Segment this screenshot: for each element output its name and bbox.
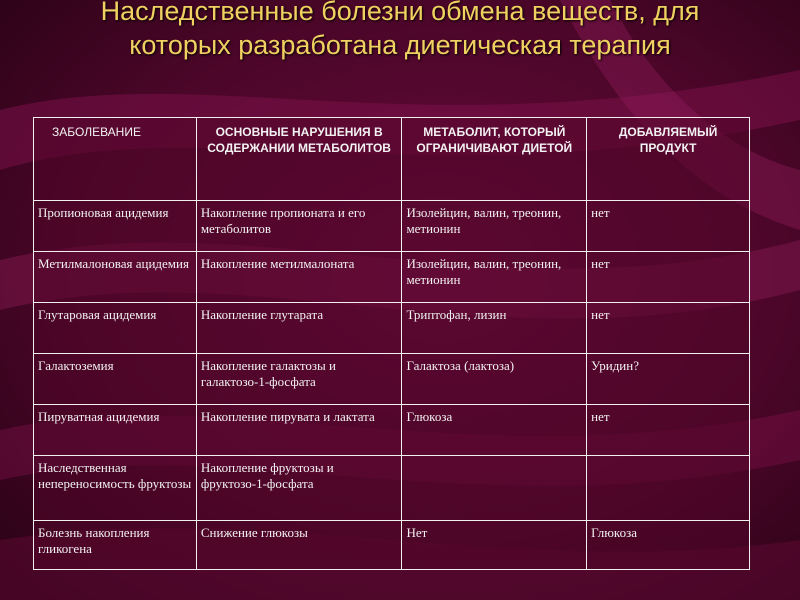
- cell-disease: Болезнь накопления гликогена: [34, 521, 197, 570]
- cell-product: Глюкоза: [587, 521, 750, 570]
- cell-metabolite: Триптофан, лизин: [402, 303, 587, 354]
- table-row: [34, 456, 750, 521]
- cell-product: нет: [587, 201, 750, 252]
- table-header-row: [34, 118, 750, 201]
- cell-disorder: Снижение глюкозы: [196, 521, 402, 570]
- cell-metabolite: [402, 456, 587, 521]
- header-added-product: ДОБАВЛЯЕМЫЙ ПРОДУКТ: [587, 118, 750, 201]
- cell-metabolite: Изолейцин, валин, треонин, метионин: [402, 252, 587, 303]
- table-row: [34, 303, 750, 354]
- cell-disease: Наследственная непереносимость фруктозы: [34, 456, 197, 521]
- cell-disease: Галактоземия: [34, 354, 197, 405]
- cell-disease: Пропионовая ацидемия: [34, 201, 197, 252]
- cell-disorder: Накопление пропионата и его метаболитов: [196, 201, 402, 252]
- slide-title: [0, 0, 800, 62]
- cell-product: Уридин?: [587, 354, 750, 405]
- title-line-2: которых разработана диетическая терапия: [129, 30, 671, 60]
- cell-product: нет: [587, 252, 750, 303]
- cell-disease: Метилмалоновая ацидемия: [34, 252, 197, 303]
- cell-metabolite: Галактоза (лактоза): [402, 354, 587, 405]
- cell-disease: Пируватная ацидемия: [34, 405, 197, 456]
- cell-product: нет: [587, 405, 750, 456]
- cell-metabolite: Глюкоза: [402, 405, 587, 456]
- cell-disorder: Накопление галактозы и галактозо-1-фосфата: [196, 354, 402, 405]
- cell-disorder: Накопление метилмалоната: [196, 252, 402, 303]
- header-disease: ЗАБОЛЕВАНИЕ: [34, 118, 197, 201]
- table-row: [34, 252, 750, 303]
- cell-disorder: Накопление фруктозы и фруктозо-1-фосфата: [196, 456, 402, 521]
- table-row: [34, 201, 750, 252]
- diet-therapy-table: [33, 117, 750, 570]
- cell-product: нет: [587, 303, 750, 354]
- cell-disorder: Накопление пирувата и лактата: [196, 405, 402, 456]
- table-row: [34, 521, 750, 570]
- cell-metabolite: Нет: [402, 521, 587, 570]
- cell-disease: Глутаровая ацидемия: [34, 303, 197, 354]
- title-line-1: Наследственные болезни обмена веществ, для: [100, 0, 700, 26]
- table-row: [34, 354, 750, 405]
- header-metabolic-disorders: ОСНОВНЫЕ НАРУШЕНИЯ В СОДЕРЖАНИИ МЕТАБОЛИТОВ: [196, 118, 402, 201]
- table-row: [34, 405, 750, 456]
- cell-disorder: Накопление глутарата: [196, 303, 402, 354]
- header-restricted-metabolite: МЕТАБОЛИТ, КОТОРЫЙ ОГРАНИЧИВАЮТ ДИЕТОЙ: [402, 118, 587, 201]
- cell-product: [587, 456, 750, 521]
- cell-metabolite: Изолейцин, валин, треонин, метионин: [402, 201, 587, 252]
